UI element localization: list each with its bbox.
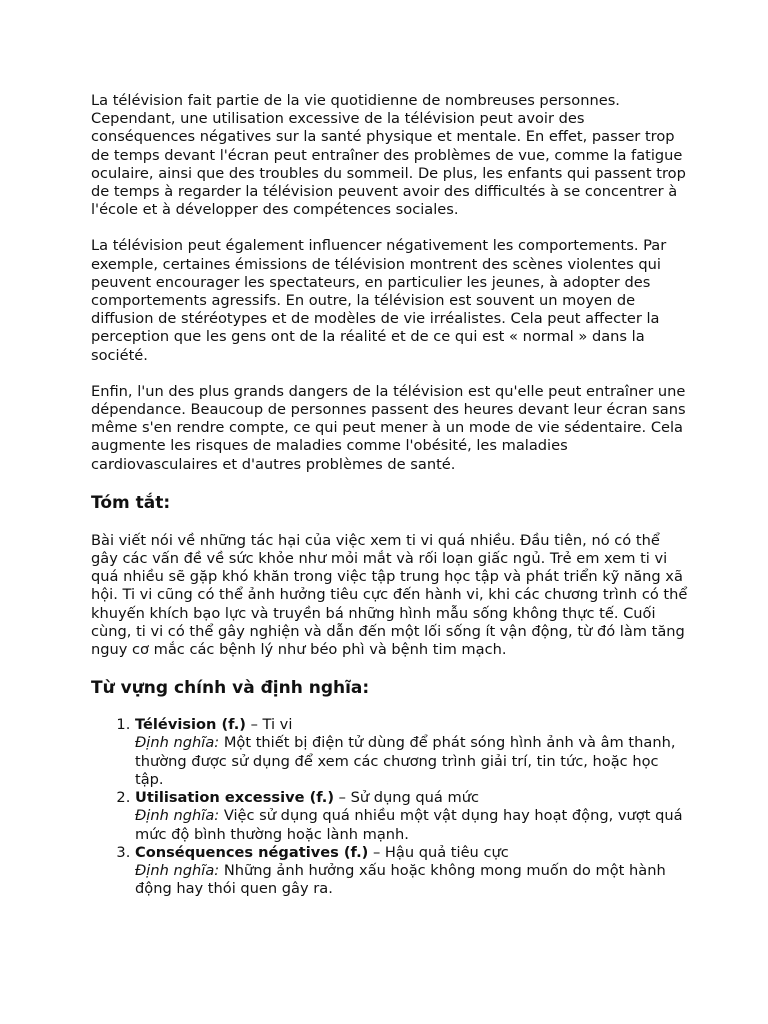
summary-heading: Tóm tắt: xyxy=(91,492,171,513)
summary-text: Bài viết nói về những tác hại của việc xem ti vi quá nhiều. Đầu tiên, nó có thể gây các vấn đề về sức khỏe như mỏi mắt và rối loạn giấc ngủ. Trẻ em xem ti vi quá nhiều sẽ gặp khó khăn trong việc tập trung học tập và phát triển kỹ năng xã hội. Ti vi cũng có thể ảnh hưởng tiêu cực đến hành vi, khi các chương trình có thể khuyến khích bạo lực và truyền bá những hình mẫu sống không thực tế. Cuối cùng, ti vi có thể gây nghiện và dẫn đến một lối sống ít vận động, từ đó làm tăng nguy cơ mắc các bệnh lý như béo phì và bệnh tim mạch. xyxy=(91,531,688,659)
list-item xyxy=(135,844,691,899)
vocab-translation: – Ti vi xyxy=(245,716,293,734)
definition-label: Định nghĩa: xyxy=(135,861,220,879)
vocab-term: Conséquences négatives (f.) xyxy=(135,843,369,861)
vocab-translation: – Hậu quả tiêu cực xyxy=(368,843,509,861)
document-page xyxy=(91,92,691,898)
vocab-term: Utilisation excessive (f.) xyxy=(135,789,335,807)
vocab-definition: Những ảnh hưởng xấu hoặc không mong muốn do một hành động hay thói quen gây ra. xyxy=(135,861,666,898)
paragraph-behaviour: La télévision peut également influencer négativement les comportements. Par exemple, certaines émissions de télévision montrent des scènes violentes qui peuvent encourager les spectateurs, en particulier les jeunes, à adopter des comportements agressifs. En outre, la télévision est souvent un moyen de diffusion de stéréotypes et de modèles de vie irréalistes. Cela peut affecter la perception que les gens ont de la réalité et de ce qui est « normal » dans la société. xyxy=(91,237,667,364)
definition-label: Định nghĩa: xyxy=(135,734,220,752)
list-item xyxy=(135,716,691,789)
vocabulary-list xyxy=(91,716,691,898)
paragraph-dependence: Enfin, l'un des plus grands dangers de la télévision est qu'elle peut entraîner une dépendance. Beaucoup de personnes passent des heures devant leur écran sans même s'en rendre compte, ce qui peut mener à un mode de vie sédentaire. Cela augmente les risques de maladies comme l'obésité, les maladies cardiovasculaires et d'autres problèmes de santé. xyxy=(91,382,686,473)
vocab-definition: Một thiết bị điện tử dùng để phát sóng hình ảnh và âm thanh, thường được sử dụng để xem các chương trình giải trí, tin tức, hoặc học tập. xyxy=(135,734,676,788)
definition-label: Định nghĩa: xyxy=(135,807,220,825)
paragraph-intro: La télévision fait partie de la vie quotidienne de nombreuses personnes. Cependant, une utilisation excessive de la télévision peut avoir des conséquences négatives sur la santé physique et mentale. En effet, passer trop de temps devant l'écran peut entraîner des problèmes de vue, comme la fatigue oculaire, ainsi que des troubles du sommeil. De plus, les enfants qui passent trop de temps à regarder la télévision peuvent avoir des difficultés à se concentrer à l'école et à développer des compétences sociales. xyxy=(91,92,686,219)
list-item xyxy=(135,789,691,844)
vocabulary-heading: Từ vựng chính và định nghĩa: xyxy=(91,678,370,699)
vocab-definition: Việc sử dụng quá nhiều một vật dụng hay hoạt động, vượt quá mức độ bình thường hoặc lành mạnh. xyxy=(135,807,683,843)
vocab-translation: – Sử dụng quá mức xyxy=(334,789,479,807)
vocab-term: Télévision (f.) xyxy=(135,716,246,734)
